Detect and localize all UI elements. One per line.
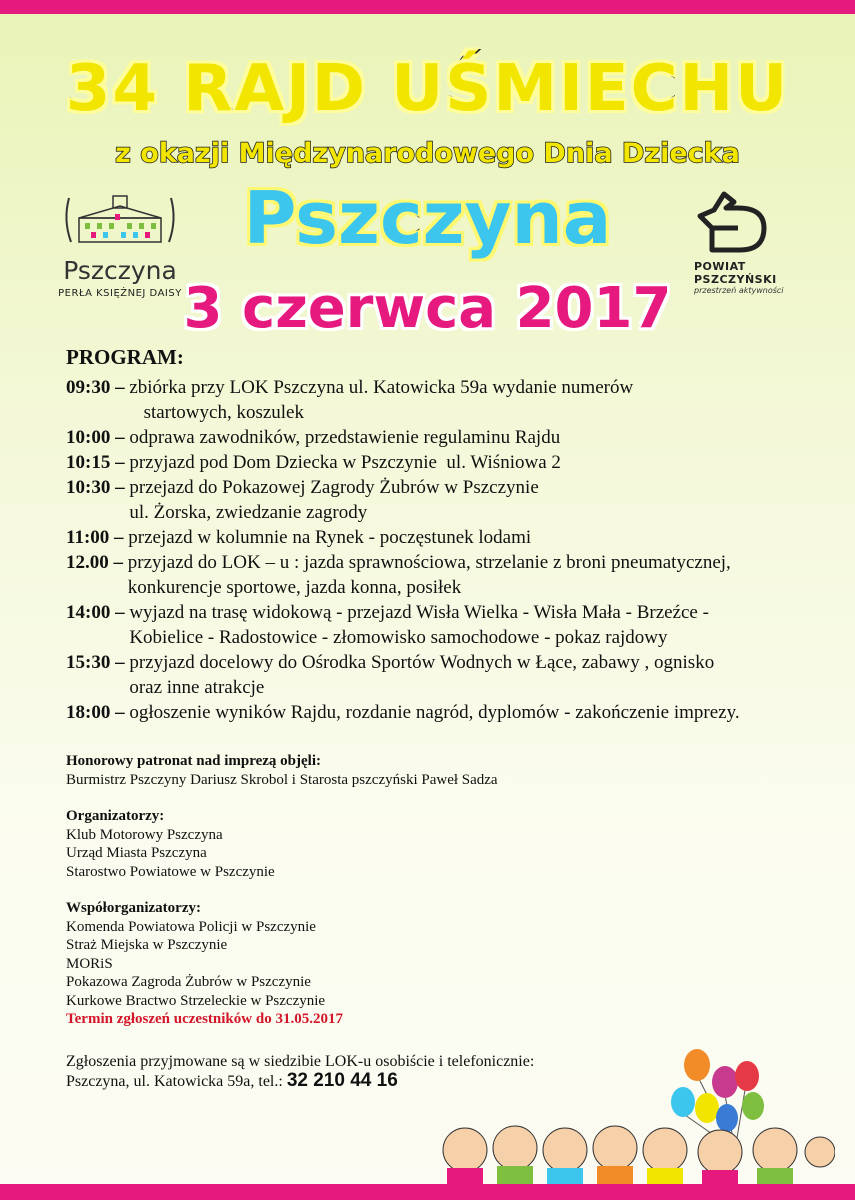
balloon-icon: [742, 1092, 764, 1120]
contact-line1: Zgłoszenia przyjmowane są w siedzibie LOK-u osobiście i telefonicznie:: [66, 1053, 535, 1070]
program-item: [66, 600, 826, 650]
balloon-icon: [735, 1061, 759, 1091]
program-time: 12.00 –: [66, 552, 128, 573]
powiat-logo-tagline: przestrzeń aktywności: [694, 286, 784, 295]
program-item: [66, 650, 826, 700]
balloon-icon: [695, 1093, 719, 1123]
program-desc: przyjazd do LOK – u : jazda sprawnościowa, strzelanie z broni pneumatycznej, konkurencje sportowe, jazda konna, posiłek: [127, 552, 731, 598]
coorganizer-item: Pokazowa Zagroda Żubrów w Pszczynie: [66, 974, 311, 990]
program-section: [66, 345, 826, 725]
program-heading: PROGRAM:: [66, 345, 184, 369]
coorganizer-item: Straż Miejska w Pszczynie: [66, 937, 228, 953]
powiat-logo-line2: PSZCZYŃSKI: [694, 273, 777, 286]
contact-address: Pszczyna, ul. Katowicka 59a, tel.:: [66, 1073, 287, 1090]
castle-icon: [61, 190, 179, 250]
program-time: 18:00 –: [66, 702, 130, 723]
coorganizer-item: Komenda Powiatowa Policji w Pszczynie: [66, 918, 316, 935]
coorganizer-item: MORiS: [66, 955, 113, 972]
program-time: 10:30 –: [66, 477, 130, 498]
event-title: 34 RAJD UŚMIECHU: [65, 52, 790, 126]
organizers-heading: Organizatorzy:: [66, 808, 165, 824]
organizer-item: Klub Motorowy Pszczyna: [66, 826, 223, 843]
registration-deadline: Termin zgłoszeń uczestników do 31.05.2017: [66, 1011, 343, 1027]
balloon-icon: [716, 1104, 738, 1132]
program-item: [66, 375, 826, 425]
children-balloons-illustration: [435, 1040, 835, 1185]
program-time: 09:30 –: [66, 377, 130, 398]
program-time: 10:00 –: [66, 427, 130, 448]
powiat-logo: [694, 188, 794, 295]
program-item: [66, 450, 826, 475]
program-desc: wyjazd na trasę widokową - przejazd Wisła Wielka - Wisła Mała - Brzeźce - Kobielice - Radostowice - złomowisko samochodowe - pokaz rajdowy: [129, 602, 709, 648]
pszczyna-logo-name: Pszczyna: [63, 256, 177, 285]
powiat-logo-line1: POWIAT: [694, 260, 746, 273]
program-item: [66, 425, 826, 450]
program-desc: przyjazd pod Dom Dziecka w Pszczynie ul. Wiśniowa 2: [129, 452, 561, 473]
program-desc: przejazd w kolumnie na Rynek - poczęstunek lodami: [128, 527, 532, 548]
program-desc: przejazd do Pokazowej Zagrody Żubrów w Pszczynie ul. Żorska, zwiedzanie zagrody: [129, 477, 539, 523]
children-group: [443, 1126, 835, 1185]
program-desc: ogłoszenie wyników Rajdu, rozdanie nagród, dyplomów - zakończenie imprezy.: [129, 702, 740, 723]
powiat-emblem-icon: [694, 188, 770, 256]
event-subtitle: z okazji Międzynarodowego Dnia Dziecka: [115, 138, 740, 169]
pszczyna-logo-tagline: PERŁA KSIĘŻNEJ DAISY: [58, 288, 182, 299]
program-time: 11:00 –: [66, 527, 129, 548]
pszczyna-logo: [55, 190, 185, 299]
patronage-heading: Honorowy patronat nad imprezą objęli:: [66, 753, 322, 769]
program-time: 15:30 –: [66, 652, 130, 673]
program-item: [66, 525, 826, 550]
contact-phone: 32 210 44 16: [286, 1070, 398, 1091]
top-border: [0, 0, 855, 14]
program-desc: zbiórka przy LOK Pszczyna ul. Katowicka 59a wydanie numerów startowych, koszulek: [129, 377, 634, 423]
coorganizers-heading: Współorganizatorzy:: [66, 900, 201, 916]
program-item: [66, 550, 826, 600]
program-time: 14:00 –: [66, 602, 130, 623]
program-item: [66, 700, 826, 725]
info-section: [66, 752, 766, 1029]
balloon-icon: [684, 1049, 710, 1081]
program-time: 10:15 –: [66, 452, 130, 473]
coorganizer-item: Kurkowe Bractwo Strzeleckie w Pszczynie: [66, 992, 326, 1009]
program-item: [66, 475, 826, 525]
program-desc: przyjazd docelowy do Ośrodka Sportów Wodnych w Łące, zabawy , ognisko oraz inne atrakcje: [129, 652, 715, 698]
event-city: Pszczyna: [243, 176, 612, 260]
balloon-icon: [671, 1087, 695, 1117]
program-desc: odprawa zawodników, przedstawienie regulaminu Rajdu: [129, 427, 561, 448]
patronage-text: Burmistrz Pszczyny Dariusz Skrobol i Starosta pszczyński Paweł Sadza: [66, 771, 498, 788]
bottom-border: [0, 1184, 855, 1200]
event-date: 3 czerwca 2017: [183, 276, 672, 341]
organizer-item: Urząd Miasta Pszczyna: [66, 845, 207, 861]
balloon-icon: [712, 1066, 738, 1098]
organizer-item: Starostwo Powiatowe w Pszczynie: [66, 863, 275, 880]
